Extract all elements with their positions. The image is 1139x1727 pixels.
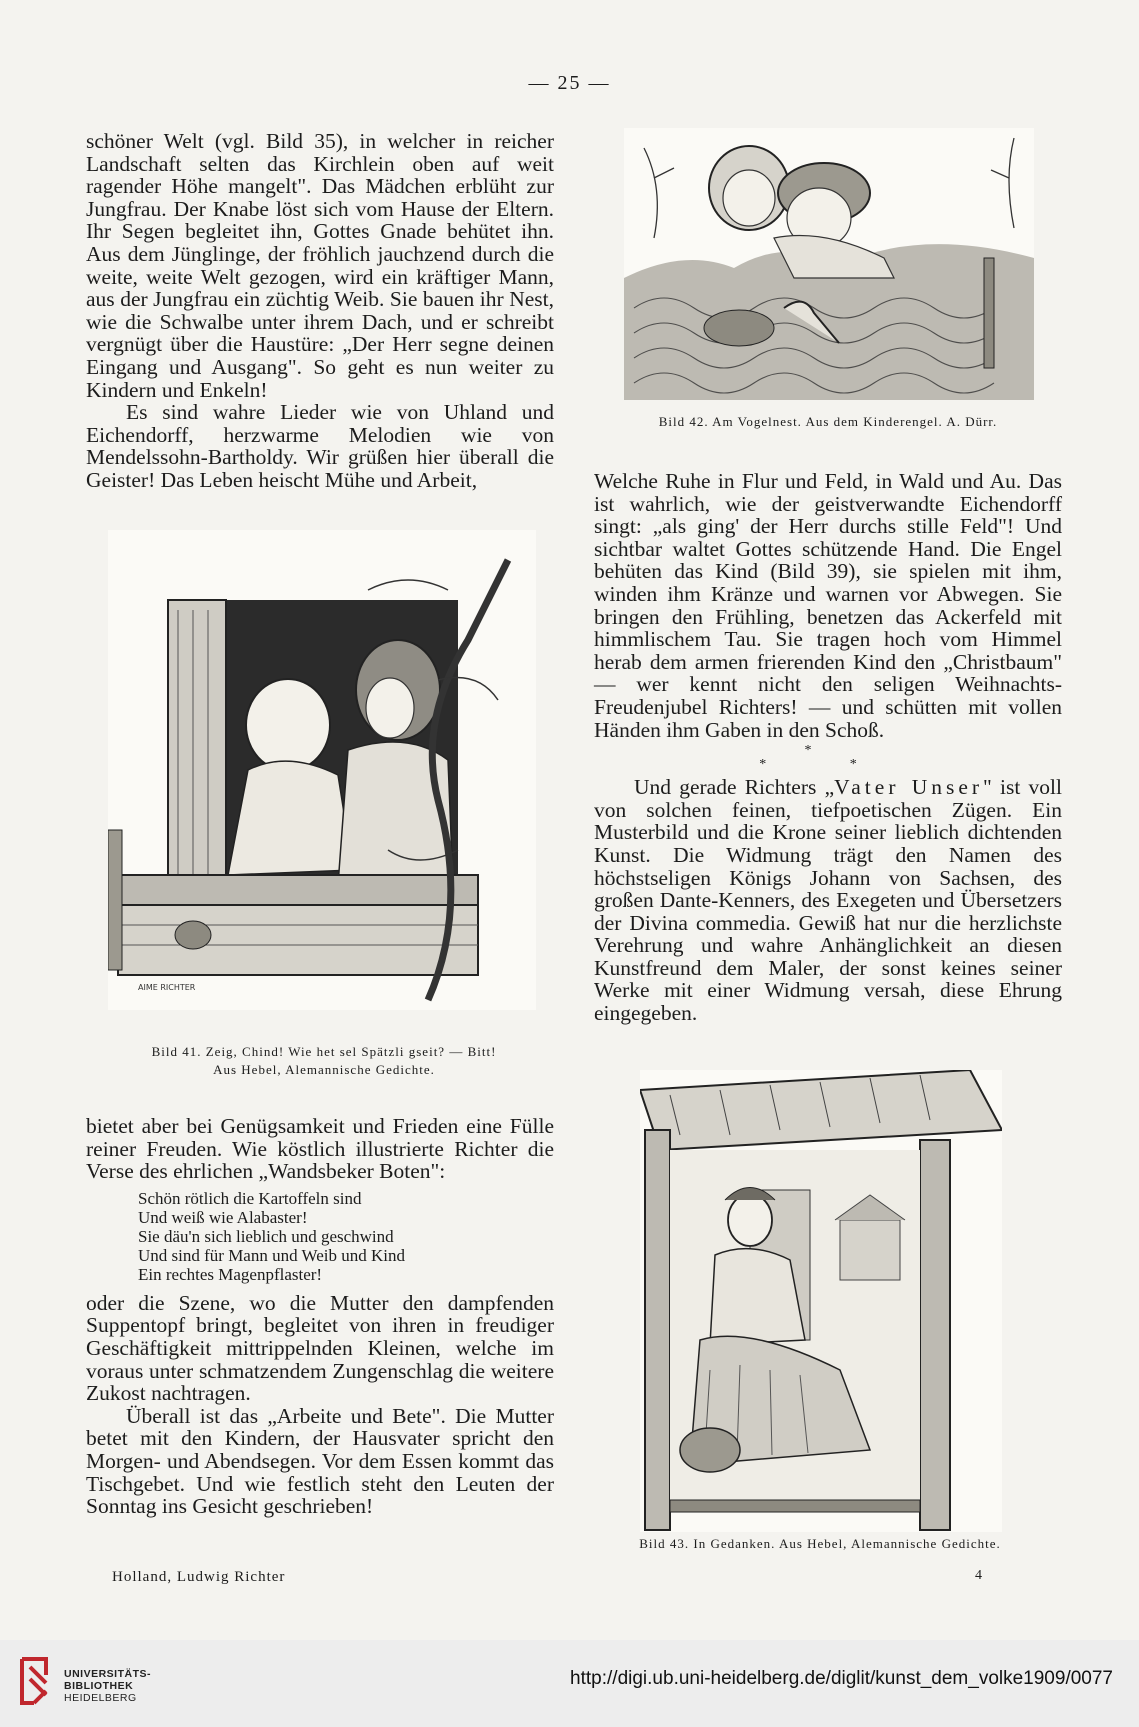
divider-stars: * * — [759, 757, 897, 773]
paragraph: Es sind wahre Lieder wie von Uhland und Eichendorff, herzwarme Melodien wie von Mendelssohn-Bartholdy. Wir grüßen hier überall die Geister! Das Leben heischt Mühe und Arbeit, — [86, 400, 554, 492]
paragraph: Überall ist das „Arbeite und Bete". Die Mutter betet mit den Kindern, der Hausvater spricht den Morgen- und Abendsegen. Vor dem Essen kommt das Tischgebet. Und wie festlich steht den Leuten der Sonntag ins Gesicht geschrieben! — [86, 1403, 554, 1519]
text-run: " ist voll von solchen feinen, tiefpoetischen Zügen. Ein Musterbild und die Krone seiner lieblich dichtenden Kunst. Die Widmung trägt den Namen des höchstseligen Königs Johann von Sachsen, des großen Dante-Kenners, des Exegeten und Übersetzers der — [594, 775, 1062, 935]
poem-line: Sie däu'n sich lieblich und geschwind — [138, 1226, 394, 1246]
library-name-line: BIBLIOTHEK — [64, 1680, 134, 1692]
caption-line: Aus Hebel, Alemannische Gedichte. — [213, 1062, 435, 1077]
paragraph — [594, 776, 1062, 1025]
page-number: — 25 — — [528, 72, 611, 94]
figure-43-illustration — [640, 1070, 1002, 1532]
figure-43-caption: Bild 43. In Gedanken. Aus Hebel, Alemannische Gedichte. — [639, 1536, 1001, 1551]
figure-41-illustration — [108, 530, 536, 1010]
latin-title: Divina commedia — [629, 910, 786, 935]
children-window-engraving — [108, 530, 536, 1010]
footer-sheet-number: 4 — [975, 1568, 982, 1583]
figure-41-caption — [86, 1043, 562, 1079]
library-name-line: UNIVERSITÄTS- — [64, 1668, 152, 1680]
heidelberg-library-logo-icon[interactable] — [14, 1653, 54, 1709]
paragraph: Welche Ruhe in Flur und Feld, in Wald und Au. Das ist wahrlich, wie der geistverwandte Eichendorff singt: „als ging' der Herr durchs stille Feld"! Und sichtbar waltet Gottes schützende Hand. Die Engel behüten das Kind (Bild 39), sie spielen mit ihm, winden ihm Kränze und warnen vor Abwegen. Sie bringen den Frühling, benetzen das Ackerfeld mit himmlischem Tau. Sie tragen hoch vom Himmel herab dem armen frierenden Kind den „Christbaum" — wer kennt nicht den seligen Weihnachts-Freudenjubel Richters! — und schütten mit vollen Händen ihm Gaben in den Schoß. — [594, 469, 1062, 742]
library-name-line: HEIDELBERG — [64, 1692, 137, 1704]
left-column-lower — [86, 1115, 554, 1518]
girl-in-thought-engraving — [640, 1070, 1002, 1532]
figure-42-caption: Bild 42. Am Vogelnest. Aus dem Kinderengel. A. Dürr. — [658, 414, 998, 429]
left-column-top — [86, 130, 554, 492]
poem-line: Und weiß wie Alabaster! — [138, 1207, 308, 1227]
source-url-link[interactable]: http://digi.ub.uni-heidelberg.de/diglit/kunst_dem_volke1909/0077 — [570, 1668, 1113, 1689]
poem-line: Schön rötlich die Kartoffeln sind — [138, 1188, 362, 1208]
section-divider — [594, 744, 1062, 772]
footer-signature: Holland, Ludwig Richter — [112, 1569, 286, 1585]
book-title-vater-unser: Vater Unser — [834, 775, 984, 800]
poem — [138, 1189, 554, 1284]
paragraph: oder die Szene, wo die Mutter den dampfenden Suppentopf bringt, begleitet von ihren in freudiger Geschäftigkeit mittrippelnden Kleinen, welche im voraus unter schmatzendem Zungenschlag die weitere Zukost nachtragen. — [86, 1290, 554, 1406]
caption-line: Bild 41. Zeig, Chind! Wie het sel Spätzli gseit? — Bitt! — [151, 1044, 497, 1059]
figure-42-illustration — [624, 128, 1034, 400]
text-run: Und gerade Richters „ — [634, 775, 835, 800]
poem-line: Und sind für Mann und Weib und Kind — [138, 1245, 405, 1265]
artist-signature: AIME RICHTER — [138, 983, 196, 992]
children-bird-nest-engraving — [624, 128, 1034, 400]
library-name — [64, 1668, 151, 1704]
right-column — [594, 470, 1062, 1025]
paragraph: schöner Welt (vgl. Bild 35), in welcher in reicher Landschaft selten das Kirchlein oben auf weit ragender Höhe mangelt". Das Mädchen erblüht zur Jungfrau. Der Knabe löst sich vom Hause der Eltern. Ihr Segen begleitet ihn, Gottes Gnade behütet ihn. Aus dem Jünglinge, der fröhlich jauchzend durch die weite, weite Welt gezogen, wird ein kräftiger Mann, aus der Jungfrau ein züchtig Weib. Sie bauen ihr Nest, wie die Schwalbe unter ihrem Dach, und er schreibt vergnügt über die Haustüre: „Der Herr segne deinen Eingang und Ausgang". So geht es nun weiter zu Kindern und Enkeln! — [86, 129, 554, 402]
text-run: . Gewiß hat nur die herzlichste Verehrung und wahre Anhänglichkeit an diesen Kunstfreund dem Maler, der sonst keines seiner Werke mit einer Widmung versah, diese Ehrung eingegeben. — [594, 910, 1062, 1026]
divider-star: * — [804, 743, 852, 759]
poem-line: Ein rechtes Magenpflaster! — [138, 1264, 323, 1284]
paragraph: bietet aber bei Genügsamkeit und Frieden eine Fülle reiner Freuden. Wie köstlich illustrierte Richter die Verse des ehrlichen „Wandsbeker Boten": — [86, 1114, 554, 1184]
